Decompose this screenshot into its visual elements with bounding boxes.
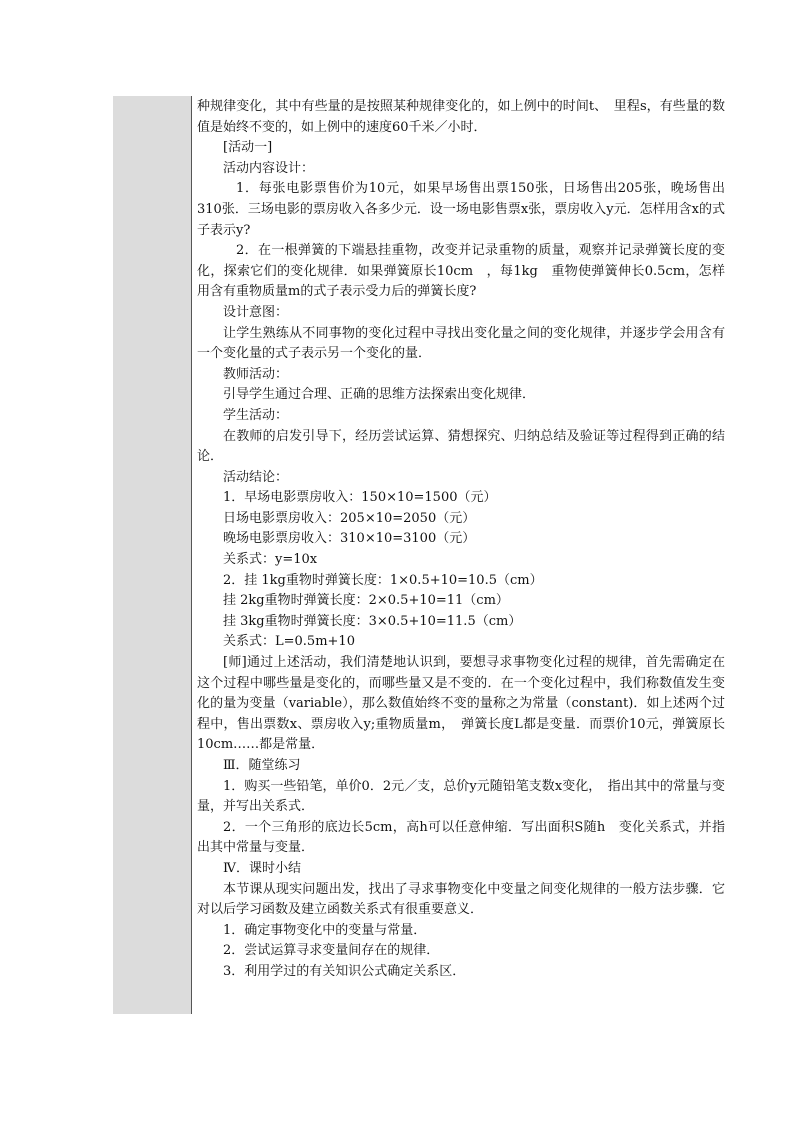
conclusion-line: 晚场电影票房收入：310×10=3100（元） (223, 531, 476, 547)
problem-1: 1．每张电影票售价为10元，如果早场售出票150张，日场售出205张，晚场售出310张．三场电影的票房收入各多少元．设一场电影售票x张，票房收入y元．怎样用含x的式子表示y? (197, 181, 725, 238)
summary-step: 1．确定事物变化中的变量与常量． (223, 922, 427, 938)
summary-paragraph: 本节课从现实问题出发，找出了寻求事物变化中变量之间变化规律的一般方法步骤．它对以后学习函数及建立函数关系式有很重要意义． (197, 881, 725, 918)
conclusion-line: 关系式：L=0.5m+10 (223, 634, 355, 650)
intro-paragraph: 种规律变化，其中有些量的是按照某种规律变化的，如上例中的时间t、 里程s，有些量的数值是始终不变的，如上例中的速度60千米／小时． (197, 99, 725, 135)
left-margin-column (113, 96, 191, 1014)
conclusion-line: 日场电影票房收入：205×10=2050（元） (223, 510, 476, 526)
lesson-content (197, 97, 725, 983)
conclusion-line: 挂 3kg重物时弹簧长度：3×0.5+10=11.5（cm） (223, 613, 522, 629)
activity-heading: [活动一] (223, 140, 273, 156)
content-design-label: 活动内容设计： (223, 160, 315, 176)
teacher-activity-text: 引导学生通过合理、正确的思维方法探索出变化规律． (223, 387, 536, 403)
teacher-activity-label: 教师活动： (223, 366, 289, 382)
design-intent-text: 让学生熟练从不同事物的变化过程中寻找出变化量之间的变化规律，并逐步学会用含有一个变化量的式子表示另一个变化的量． (197, 325, 725, 362)
conclusion-line: 2．挂 1kg重物时弹簧长度：1×0.5+10=10.5（cm） (223, 572, 543, 588)
student-activity-text: 在教师的启发引导下，经历尝试运算、猜想探究、归纳总结及验证等过程得到正确的结论． (197, 428, 725, 465)
column-divider (191, 96, 192, 1014)
teacher-summary-paragraph: [师]通过上述活动，我们清楚地认识到，要想寻求事物变化过程的规律，首先需确定在这个过程中哪些量是变化的，而哪些量又是不变的．在一个变化过程中，我们称数值发生变化的量为变量（variable），那么数值始终不变的量称之为常量（constant)．如上述两个过程中，售出票数x、票房收入y;重物质量m， 弹簧长度L都是变量．而票价10元，弹簧原长10cm……都是常量． (197, 655, 725, 753)
section-heading-summary: Ⅳ．课时小结 (223, 860, 301, 876)
conclusion-line: 关系式：y=10x (223, 552, 318, 568)
design-intent-label: 设计意图： (223, 304, 289, 320)
student-activity-label: 学生活动： (223, 407, 289, 423)
problem-2: 2．在一根弹簧的下端悬挂重物，改变并记录重物的质量，观察并记录弹簧长度的变化，探索它们的变化规律．如果弹簧原长10cm ，每1kg 重物使弹簧伸长0.5cm，怎样用含有重物质量m的式子表示受力后的弹簧长度? (197, 243, 725, 300)
practice-2: 2．一个三角形的底边长5cm，高h可以任意伸缩．写出面积S随h 变化关系式，并指出其中常量与变量． (197, 819, 725, 856)
conclusion-line: 挂 2kg重物时弹簧长度：2×0.5+10=11（cm） (223, 593, 509, 609)
section-heading-practice: Ⅲ．随堂练习 (223, 758, 301, 773)
summary-step: 3．利用学过的有关知识公式确定关系区． (223, 963, 466, 979)
practice-1: 1．购买一些铅笔，单价0．2元／支，总价y元随铅笔支数x变化， 指出其中的常量与变量，并写出关系式． (197, 778, 725, 815)
summary-step: 2．尝试运算寻求变量间存在的规律． (223, 943, 440, 959)
conclusion-line: 1．早场电影票房收入：150×10=1500（元） (223, 490, 497, 506)
activity-conclusion-label: 活动结论： (223, 469, 289, 485)
